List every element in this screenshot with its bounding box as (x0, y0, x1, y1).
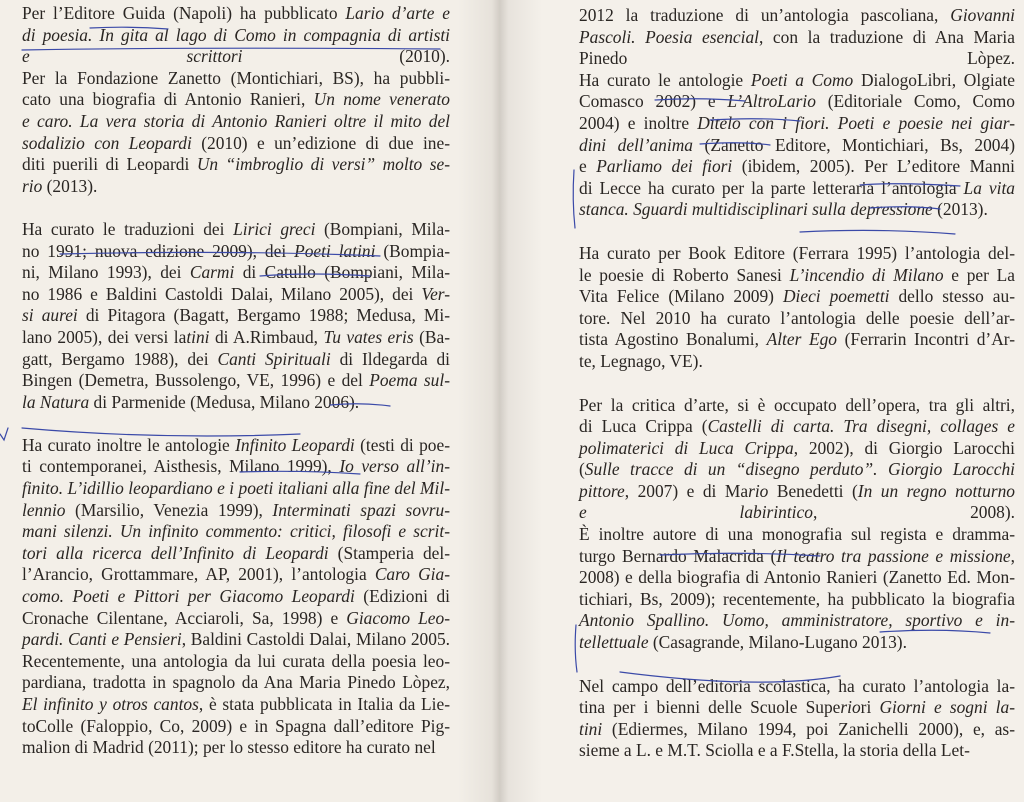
text-line: dini dell’anima (Zanetto Editore, Montichiari, Bs, 2004) (579, 134, 1015, 155)
left-text-column (22, 3, 450, 759)
text-line: 2012 la traduzione di un’antologia pascoliana, Giovanni (579, 5, 1015, 25)
text-line: È inoltre autore di una monografia sul regista e dramma- (579, 524, 1015, 545)
text-line: Per l’Editore Guida (Napoli) ha pubblicato Lario d’arte e (22, 3, 450, 23)
text-line: si aurei di Pitagora (Bagatt, Bergamo 1988; Medusa, Mi- (22, 305, 450, 326)
text-line: mani silenzi. Un infinito commento: critici, filosofi e scrit- (22, 521, 450, 542)
text-line: cato una biografia di Antonio Ranieri, Un nome venerato (22, 89, 450, 110)
text-line: stanca. Sguardi multidisciplinari sulla depressione (2013). (579, 199, 988, 220)
text-line: tichiari, Bs, 2009); recentemente, ha pubblicato la biografia (579, 588, 1015, 609)
text-line: El infinito y otros cantos, è stata pubblicata in Italia da Lie- (22, 694, 451, 714)
text-line: tista Agostino Bonalumi, Alter Ego (Ferrarin Incontri d’Ar- (579, 329, 1015, 350)
text-line: polimaterici di Luca Crippa, 2002), di Giorgio Larocchi (579, 437, 1015, 458)
text-line: sieme a L. e M.T. Sciolla e a F.Stella, la storia della Let- (579, 740, 970, 761)
text-line: Per la critica d’arte, si è occupato dell’opera, tra gli altri, (579, 394, 1015, 415)
text-line: (Sulle tracce di un “disegno perduto”. Giorgio Larocchi (579, 459, 1015, 480)
text-line: Nel campo dell’editoria scolastica, ha curato l’antologia la- (579, 675, 1015, 696)
paragraph-book-editore (579, 243, 1015, 373)
text-line: Ha curato inoltre le antologie Infinito Leopardi (testi di poe- (22, 434, 450, 455)
text-line: rio (2013). (22, 175, 98, 196)
text-line: sodalizio con Leopardi (2010) e un’edizione di due ine- (22, 132, 450, 153)
text-line: pardi. Canti e Pensieri, Baldini Castoldi Dalai, Milano 2005. (22, 629, 450, 650)
text-line: turgo Bernardo Malacrida (Il teatro tra passione e missione, (579, 545, 1015, 566)
text-line: tori alla ricerca dell’Infinito di Leopardi (Stamperia del- (22, 542, 451, 563)
text-line: ti contemporanei, Aisthesis, Milano 1999), Io verso all’in- (22, 456, 450, 477)
paragraph-editoria-scolastica (579, 676, 1015, 762)
text-line: 2008) e della biografia di Antonio Ranieri (Zanetto Ed. Mon- (579, 567, 1015, 588)
left-page (0, 0, 500, 802)
text-line: no 1991; nuova edizione 2009), dei Poeti latini (Bompia- (22, 240, 451, 261)
text-line: Ha curato per Book Editore (Ferrara 1995) l’antologia del- (579, 242, 1015, 263)
text-line: Bingen (Demetra, Bussolengo, VE, 1996) e del Poema sul- (22, 370, 451, 391)
text-line: Comasco 2002) e L’AltroLario (Editoriale Como, Como (579, 91, 1015, 112)
text-line: di poesia. In gita al lago di Como in compagnia di artisti (22, 24, 450, 45)
text-line: tina per i bienni delle Scuole Superiori Giorni e sogni la- (579, 697, 1015, 718)
right-text-column (579, 5, 1015, 762)
text-line: toColle (Faloppio, Co, 2009) e in Spagna dall’editore Pig- (22, 715, 450, 736)
paragraph-guida-zanetto (22, 3, 450, 197)
text-line: Per la Fondazione Zanetto (Montichiari, BS), ha pubbli- (22, 67, 450, 88)
paragraph-critica-arte (579, 395, 1015, 654)
text-line: como. Poeti e Pittori per Giacomo Leopardi (Edizioni di (22, 586, 450, 607)
text-line: Ha curato le traduzioni dei Lirici greci (Bompiani, Mila- (22, 218, 450, 239)
text-line: e labirintico, 2008). (579, 502, 1015, 523)
text-line: tore. Nel 2010 ha curato l’antologia delle poesie dell’ar- (579, 307, 1015, 328)
text-line: gatt, Bergamo 1988), dei Canti Spirituali di Ildegarda di (22, 348, 450, 369)
text-line: malion di Madrid (2011); per lo stesso editore ha curato nel (22, 737, 436, 758)
text-line: Recentemente, una antologia da lui curata della poesia leo- (22, 650, 450, 671)
text-line: pardiana, tradotta in spagnolo da Ana Maria Pinedo Lòpez, (22, 672, 450, 693)
text-line: lano 2005), dei versi latini di A.Rimbaud, Tu vates eris (Ba- (22, 326, 451, 347)
text-line: lennio (Marsilio, Venezia 1999), Interminati spazi sovru- (22, 499, 450, 520)
text-line: di Luca Crippa (Castelli di carta. Tra disegni, collages e (579, 416, 1015, 437)
text-line: diti puerili di Leopardi Un “imbroglio di versi” molto se- (22, 154, 450, 175)
text-line: tini (Ediermes, Milano 1994, poi Zanichelli 2000), e, as- (579, 718, 1015, 739)
text-line: Pascoli. Poesia esencial, con la traduzione di Ana Maria (579, 26, 1015, 47)
text-line: di Lecce ha curato per la parte letteraria l’antologia La vita (579, 177, 1015, 198)
paragraph-antologie (22, 435, 450, 759)
text-line: e scrittori (2010). (22, 46, 450, 67)
text-line: no 1986 e Baldini Castoldi Dalai, Milano 2005), dei Ver- (22, 283, 450, 304)
text-line: Antonio Spallino. Uomo, amministratore, sportivo e in- (579, 610, 1015, 631)
text-line: finito. L’idillio leopardiano e i poeti italiani alla fine del Mil- (22, 478, 450, 499)
text-line: te, Legnago, VE). (579, 350, 703, 371)
text-line: Pinedo Lòpez. (579, 48, 1015, 69)
text-line: pittore, 2007) e di Mario Benedetti (In un regno notturno (579, 480, 1015, 501)
text-line: e Parliamo dei fiori (ibidem, 2005). Per L’editore Manni (579, 156, 1015, 177)
text-line: e caro. La vera storia di Antonio Ranieri oltre il mito del (22, 110, 450, 131)
text-line: la Natura di Parmenide (Medusa, Milano 2006). (22, 391, 360, 412)
text-line: Ha curato le antologie Poeti a Como DialogoLibri, Olgiate (579, 69, 1015, 90)
text-line: Cronache Cilentane, Acciaroli, Sa, 1998) e Giacomo Leo- (22, 607, 451, 628)
text-line: l’Arancio, Grottammare, AP, 2001), l’antologia Caro Gia- (22, 564, 450, 585)
text-line: Vita Felice (Milano 2009) Dieci poemetti dello stesso au- (579, 286, 1015, 307)
text-line: tellettuale (Casagrande, Milano-Lugano 2013). (579, 632, 907, 653)
right-page (500, 0, 1024, 802)
text-line: ni, Milano 1993), dei Carmi di Catullo (Bompiani, Mila- (22, 262, 450, 283)
paragraph-pascoli-antologie (579, 5, 1015, 221)
text-line: le poesie di Roberto Sanesi L’incendio di Milano e per La (579, 264, 1015, 285)
paragraph-traduzioni (22, 219, 450, 413)
text-line: 2004) e inoltre Ditelo con i fiori. Poeti e poesie nei giar- (579, 112, 1015, 133)
